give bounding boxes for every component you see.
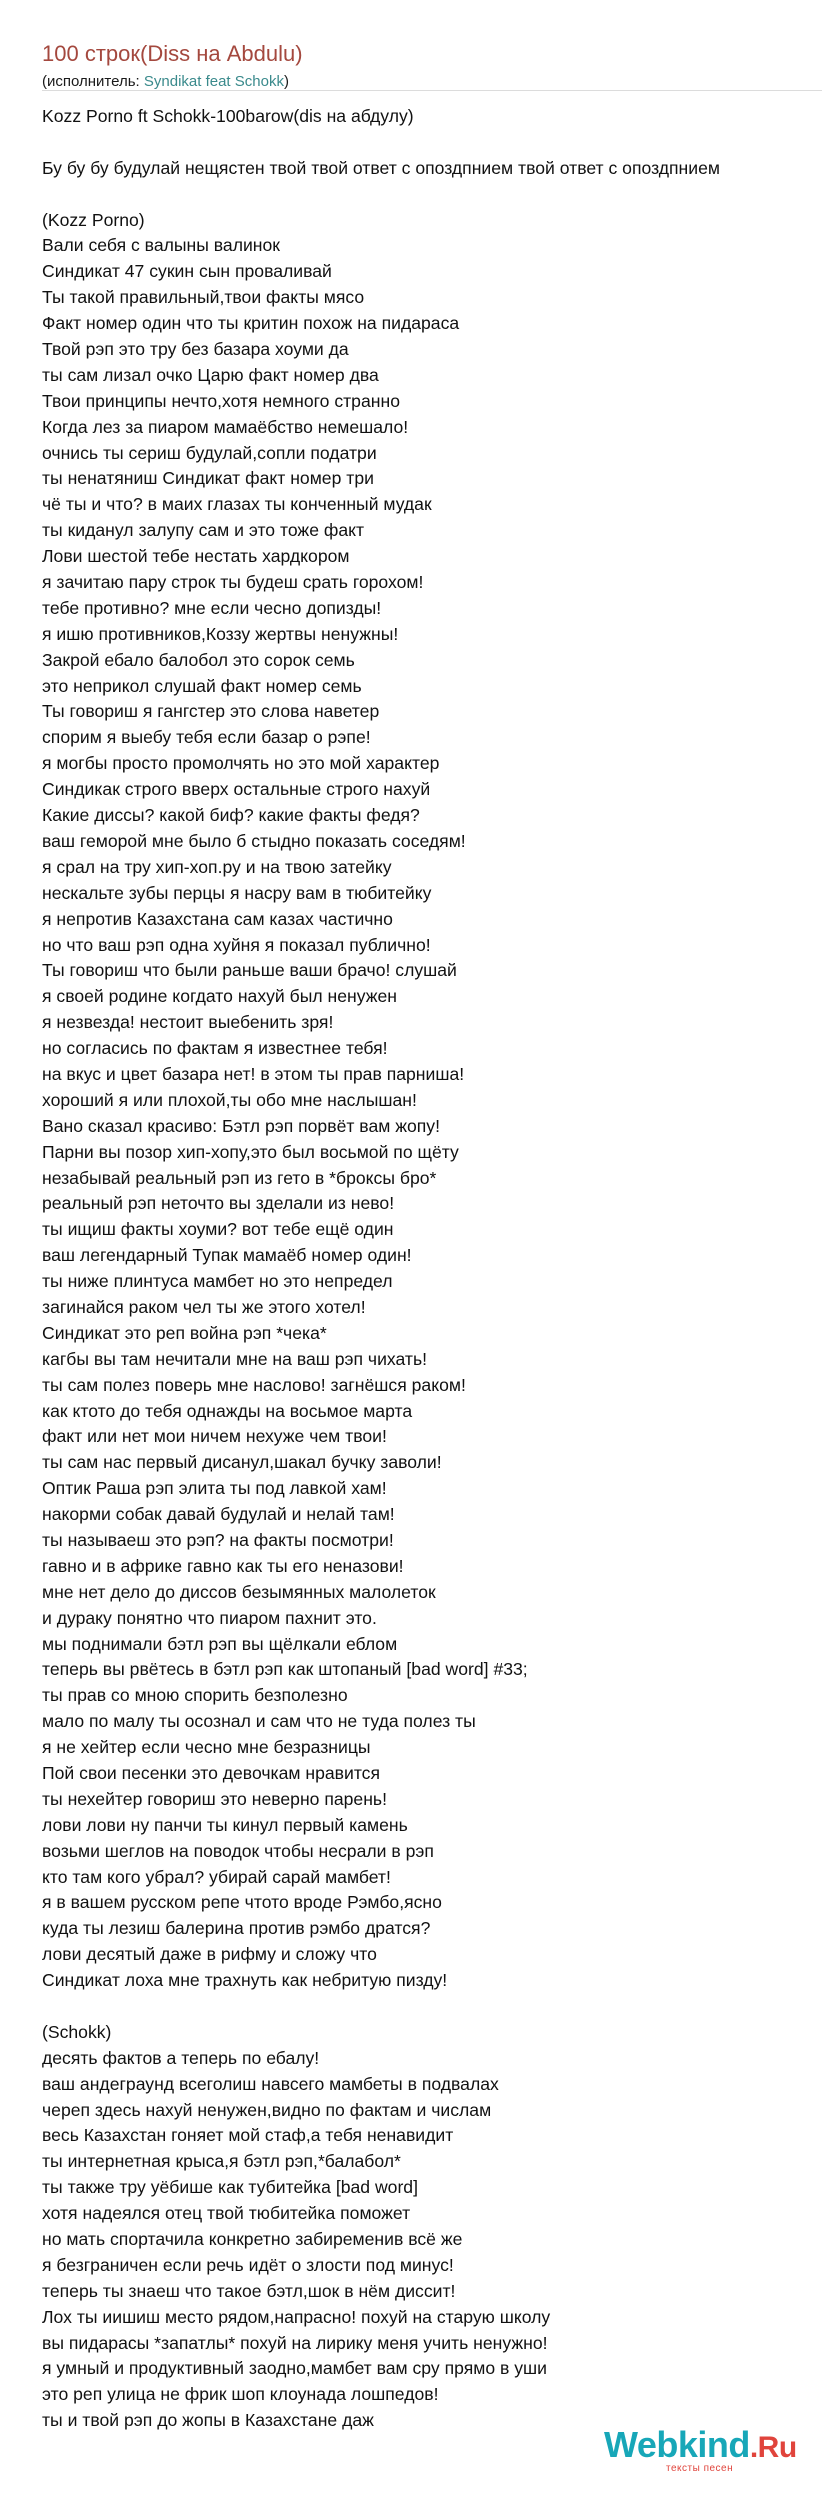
logo-tagline: тексты песен: [666, 2463, 734, 2474]
lyric-line: хотя надеялся отец твой тюбитейка поможет: [42, 2203, 411, 2224]
lyric-line: я своей родине когдато нахуй был ненужен: [42, 986, 397, 1007]
lyric-line: ты сам нас первый дисанул,шакал бучку заволи!: [42, 1452, 442, 1473]
lyric-line: ты киданул залупу сам и это тоже факт: [42, 520, 365, 541]
lyric-line: (Schokk): [42, 2021, 112, 2042]
lyric-line: Закрой ебало балобол это сорок семь: [42, 649, 355, 670]
song-header: [42, 40, 802, 92]
lyric-line: Парни вы позор хип-хопу,это был восьмой по щёту: [42, 1141, 459, 1162]
lyric-line: я срал на тру хип-хоп.ру и на твою затейку: [42, 856, 392, 877]
lyric-line: но согласись по фактам я известнее тебя!: [42, 1038, 388, 1059]
lyric-line: Синдикат лоха мне трахнуть как небритую пизду!: [42, 1970, 448, 1991]
lyric-line: ты нехейтер говориш это неверно парень!: [42, 1788, 387, 1809]
lyric-line: весь Казахстан гоняет мой стаф,а тебя ненавидит: [42, 2125, 454, 2146]
lyric-line: возьми шеглов на поводок чтобы несрали в рэп: [42, 1840, 434, 1861]
lyric-line: накорми собак давай будулай и нелай там!: [42, 1504, 395, 1525]
lyric-line: ваш геморой мне было б стыдно показать соседям!: [42, 830, 466, 851]
lyric-line: кагбы вы там нечитали мне на ваш рэп чихать!: [42, 1348, 428, 1369]
lyric-line: факт или нет мои ничем нехуже чем твои!: [42, 1426, 387, 1447]
lyric-blank-line: [42, 1994, 822, 2020]
artist-line: [42, 72, 802, 92]
lyric-line: ты сам полез поверь мне наслово! загнёшся раком!: [42, 1374, 466, 1395]
lyric-line: очнись ты сериш будулай,сопли податри: [42, 442, 377, 463]
logo-name: Webkind: [604, 2424, 750, 2465]
lyric-line: теперь вы рвётесь в бэтл рэп как штопаный [bad word] #33;: [42, 1659, 528, 1680]
lyric-line: лови лови ну панчи ты кинул первый камень: [42, 1814, 408, 1835]
lyric-line: ты также тру уёбише как тубитейка [bad word]: [42, 2177, 418, 2198]
lyric-line: ты называеш это рэп? на факты посмотри!: [42, 1529, 394, 1550]
logo-wordmark: [604, 2426, 797, 2467]
lyric-line: загинайся раком чел ты же этого хотел!: [42, 1296, 366, 1317]
lyric-line: спорим я выебу тебя если базар о рэпе!: [42, 727, 371, 748]
lyric-line: мало по малу ты осознал и сам что не туда полез ты: [42, 1711, 476, 1732]
lyric-line: мне нет дело до диссов безымянных малолеток: [42, 1581, 436, 1602]
lyric-line: это реп улица не фрик шоп клоунада лошпедов!: [42, 2384, 439, 2405]
lyric-line: Бу бу бу будулай нещястен твой твой ответ с опоздпнием твой ответ с опоздпнием: [42, 157, 720, 178]
lyric-line: я ишю противников,Коззу жертвы ненужны!: [42, 623, 399, 644]
lyric-line: Оптик Раша рэп элита ты под лавкой хам!: [42, 1478, 387, 1499]
lyric-line: Синдикак строго вверх остальные строго нахуй: [42, 779, 431, 800]
lyric-line: как ктото до тебя однажды на восьмое марта: [42, 1400, 413, 1421]
lyric-line: нескальте зубы перцы я насру вам в тюбитейку: [42, 882, 432, 903]
lyric-line: Ты такой правильный,твои факты мясо: [42, 287, 365, 308]
lyric-line: мы поднимали бэтл рэп вы щёлкали еблом: [42, 1633, 398, 1654]
lyric-line: ты интернетная крыса,я бэтл рэп,*балабол*: [42, 2151, 401, 2172]
lyric-line: это неприкол слушай факт номер семь: [42, 675, 362, 696]
lyric-line: вы пидарасы *запатлы* похуй на лирику меня учить ненужно!: [42, 2332, 548, 2353]
lyric-line: я непротив Казахстана сам казах частично: [42, 908, 393, 929]
lyric-line: Ты говориш что были раньше ваши брачо! слушай: [42, 960, 457, 981]
lyric-line: хороший я или плохой,ты обо мне наслышан!: [42, 1089, 417, 1110]
lyric-line: но мать спортачила конкретно забиременив всё же: [42, 2229, 463, 2250]
lyric-line: ты ниже плинтуса мамбет но это непредел: [42, 1271, 393, 1292]
song-title: 100 строк(Diss на Abdulu): [42, 41, 303, 66]
lyric-line: куда ты лезиш балерина против рэмбо дратся?: [42, 1918, 431, 1939]
lyric-line: десять фактов а теперь по ебалу!: [42, 2047, 320, 2068]
lyric-line: Синдикат это реп война рэп *чека*: [42, 1322, 327, 1343]
lyric-line: я зачитаю пару строк ты будеш срать горохом!: [42, 572, 424, 593]
lyric-line: Вали себя с валыны валинок: [42, 235, 280, 256]
lyric-line: гавно и в африке гавно как ты его неназови!: [42, 1555, 404, 1576]
lyric-blank-line: [42, 130, 822, 156]
lyric-line: я могбы просто промолчять но это мой характер: [42, 753, 440, 774]
lyric-line: на вкус и цвет базара нет! в этом ты прав парниша!: [42, 1063, 465, 1084]
lyric-line: Пой свои песенки это девочкам нравится: [42, 1763, 381, 1783]
lyric-line: кто там кого убрал? убирай сарай мамбет!: [42, 1866, 391, 1887]
lyric-line: незабывай реальный рэп из гето в *броксы бро*: [42, 1167, 437, 1188]
lyric-line: и дураку понятно что пиаром пахнит это.: [42, 1607, 377, 1628]
lyric-line: я незвезда! нестоит выебенить зря!: [42, 1012, 334, 1033]
lyric-line: Твой рэп это тру без базара хоуми да: [42, 339, 349, 360]
lyric-line: я не хейтер если чесно мне безразницы: [42, 1737, 371, 1758]
lyric-line: я умный и продуктивный заодно,мамбет вам сру прямо в уши: [42, 2358, 547, 2379]
lyric-line: реальный рэп неточто вы зделали из нево!: [42, 1193, 395, 1214]
lyric-line: Лови шестой тебе нестать хардкором: [42, 546, 350, 567]
lyric-line: Вано сказал красиво: Бэтл рэп порвёт вам жопу!: [42, 1115, 440, 1136]
lyric-line: Kozz Porno ft Schokk-100barow(dis на абдулу): [42, 106, 414, 126]
lyric-line: ты ненатяниш Синдикат факт номер три: [42, 468, 374, 489]
artist-prefix: (исполнитель:: [42, 73, 144, 90]
lyric-line: ваш легендарный Тупак мамаёб номер один!: [42, 1245, 412, 1266]
lyric-line: (Kozz Porno): [42, 209, 145, 230]
lyric-line: ты и твой рэп до жопы в Казахстане даж: [42, 2410, 374, 2431]
artist-suffix: ): [283, 73, 289, 90]
lyric-line: Какие диссы? какой биф? какие факты федя?: [42, 805, 420, 826]
lyric-line: ваш андеграунд всеголиш навсего мамбеты в подвалах: [42, 2073, 499, 2094]
lyric-line: теперь ты знаеш что такое бэтл,шок в нём диссит!: [42, 2280, 456, 2301]
lyric-line: Синдикат 47 сукин сын проваливай: [42, 261, 332, 282]
lyric-line: Ты говориш я гангстер это слова наветер: [42, 701, 380, 722]
lyric-line: Факт номер один что ты критин похож на пидараса: [42, 313, 460, 334]
lyric-blank-line: [42, 182, 822, 208]
webkind-logo[interactable]: [604, 2426, 804, 2474]
lyric-line: я безграничен если речь идёт о злости под минус!: [42, 2254, 454, 2275]
lyric-line: ты прав со мною спорить безполезно: [42, 1685, 348, 1706]
lyric-line: тебе противно? мне если чесно допизды!: [42, 597, 382, 618]
lyric-line: но что ваш рэп одна хуйня я показал публично!: [42, 934, 431, 955]
lyric-line: Когда лез за пиаром мамаёбство немешало!: [42, 416, 409, 437]
lyric-line: я в вашем русском репе чтото вроде Рэмбо,ясно: [42, 1892, 442, 1913]
lyric-line: ты сам лизал очко Царю факт номер два: [42, 364, 379, 385]
logo-tld: .Ru: [749, 2431, 797, 2464]
lyric-line: лови десятый даже в рифму и сложу что: [42, 1944, 377, 1965]
lyric-line: ты ищиш факты хоуми? вот тебе ещё один: [42, 1219, 394, 1240]
lyric-line: чё ты и что? в маих глазах ты конченный мудак: [42, 494, 432, 515]
lyric-line: череп здесь нахуй ненужен,видно по фактам и числам: [42, 2099, 492, 2120]
lyrics-text: [42, 104, 822, 2434]
lyric-line: Твои принципы нечто,хотя немного странно: [42, 390, 400, 411]
lyric-line: Лох ты иишиш место рядом,напрасно! похуй на старую школу: [42, 2306, 551, 2327]
header-divider: [42, 90, 822, 91]
artist-link[interactable]: Syndikat feat Schokk: [143, 73, 284, 90]
